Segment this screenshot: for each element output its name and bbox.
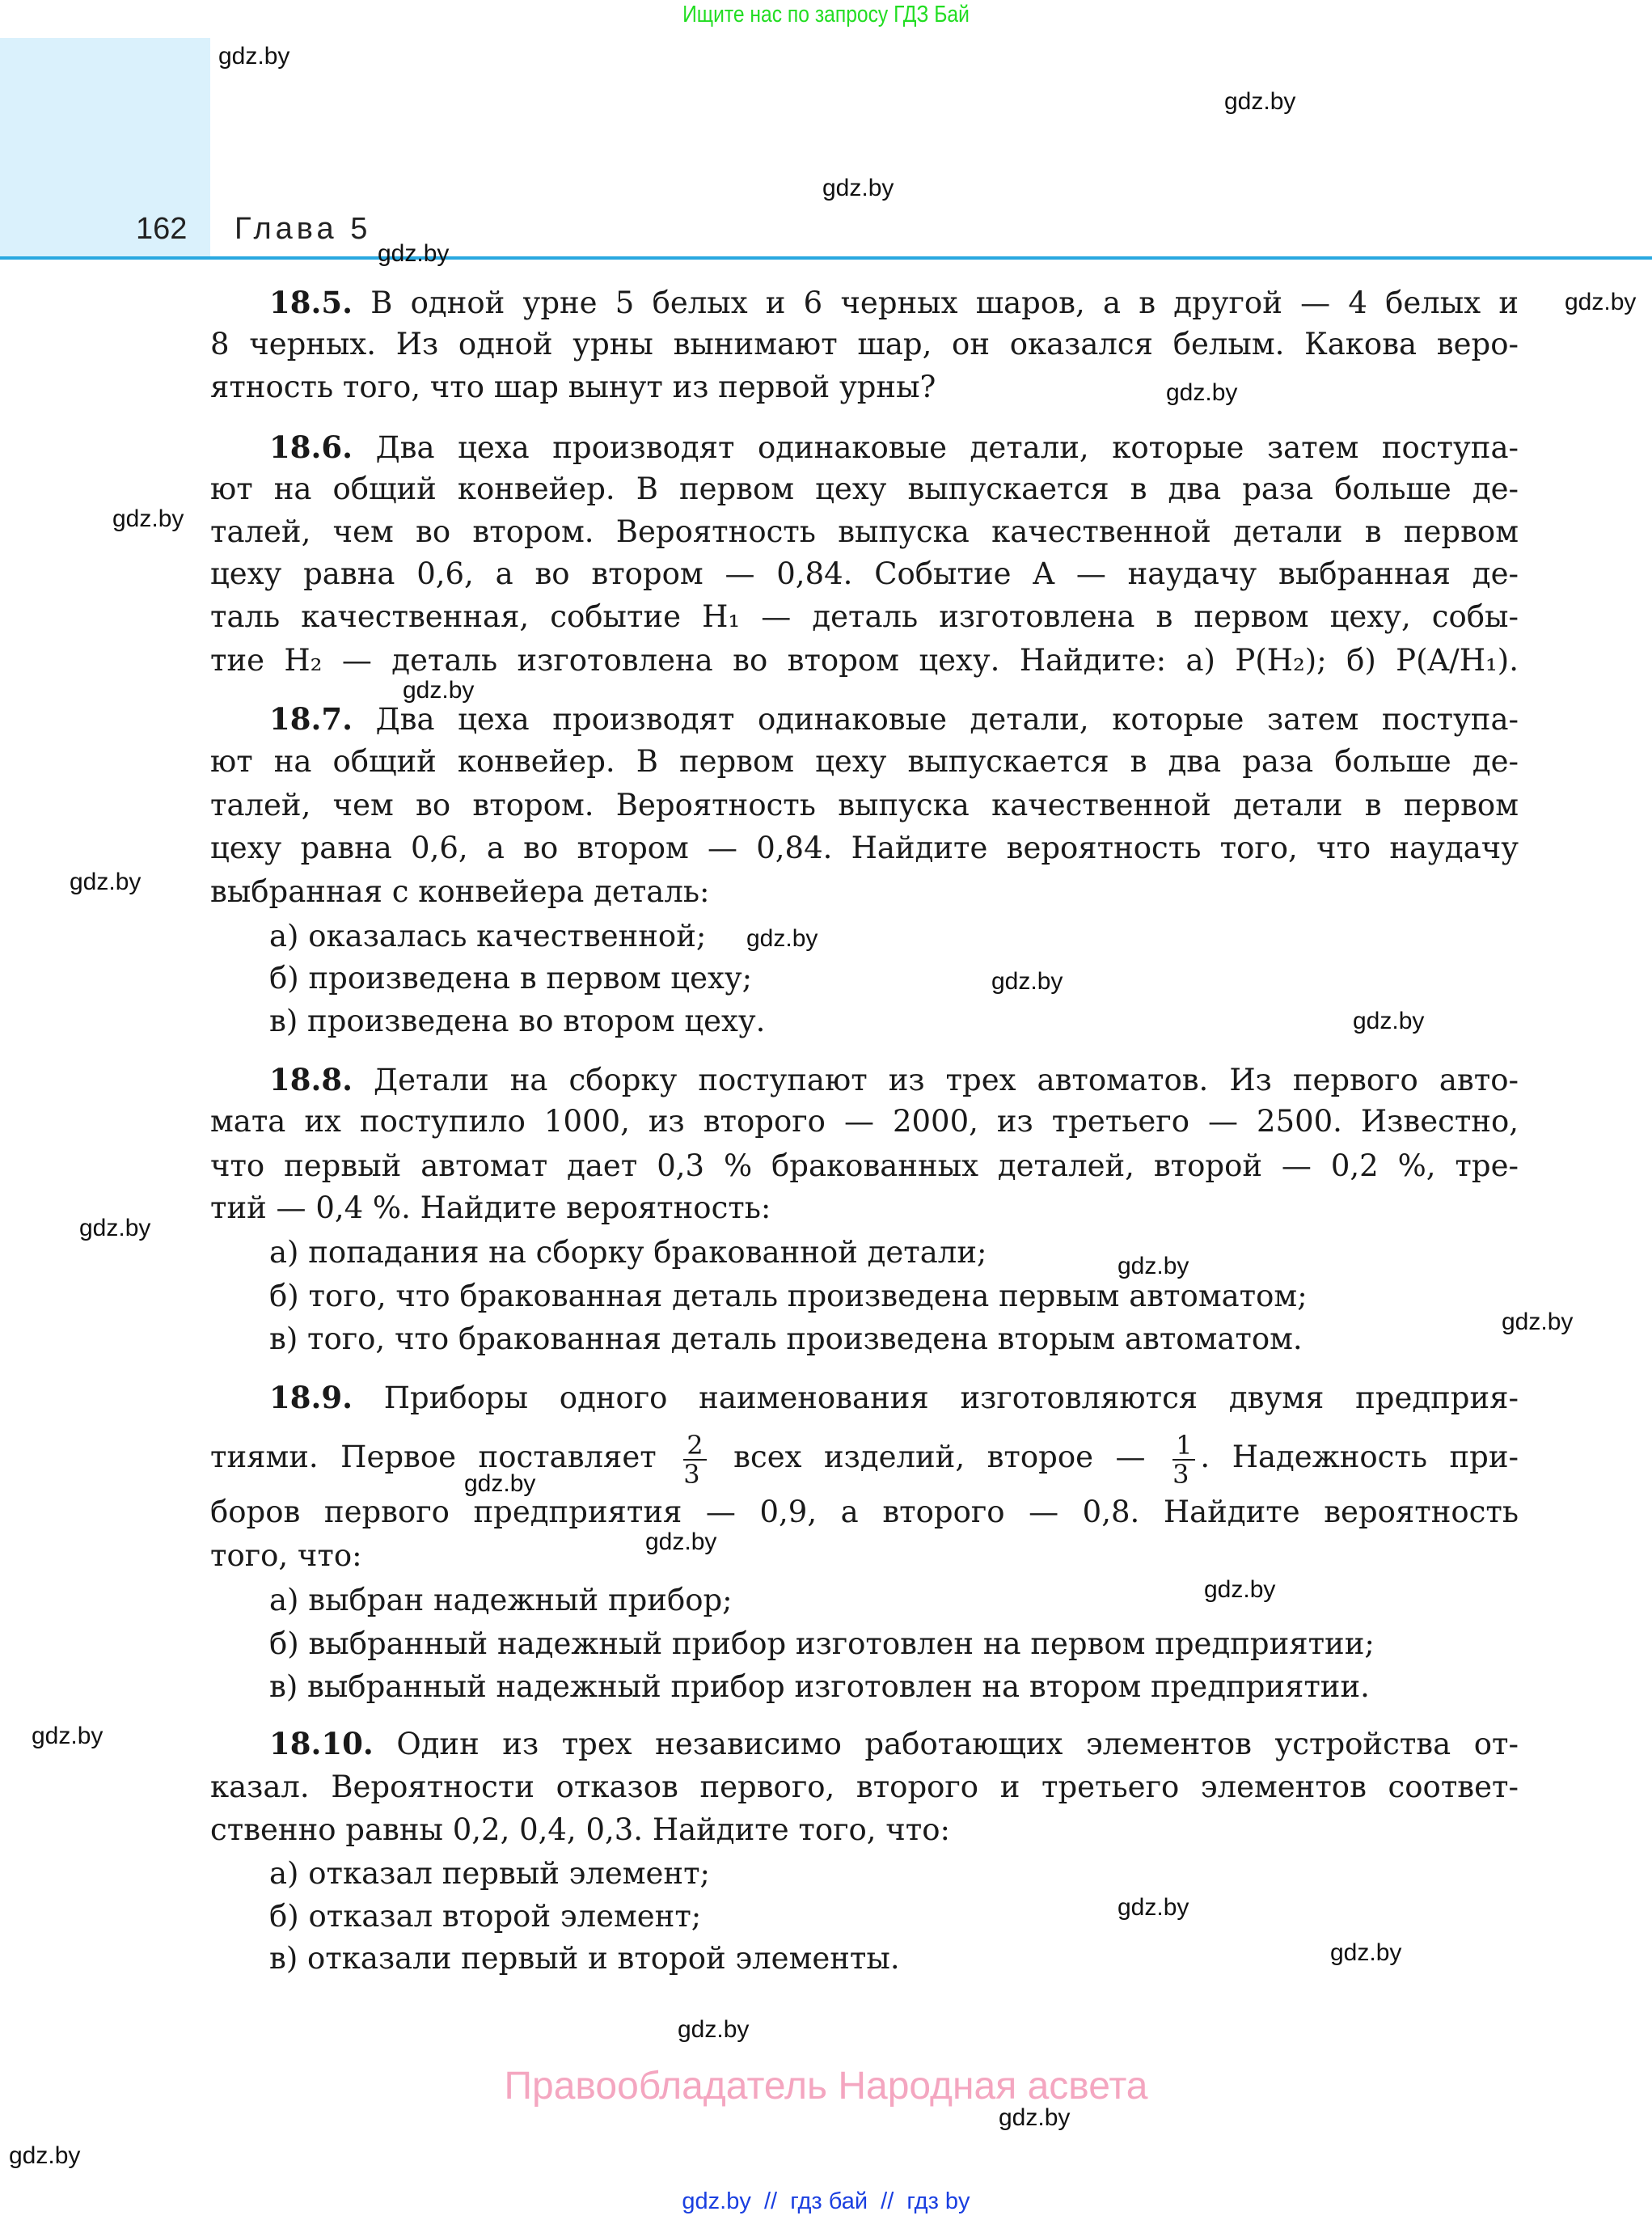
denominator: 3 [1172,1458,1189,1490]
list-item: а) отказал первый элемент; [269,1856,711,1891]
problem-number: 18.6. [269,429,353,465]
text-line: ют на общий конвейер. В первом цеху выпускается в два раза больше де- [210,744,1519,779]
watermark: gdz.by [991,968,1063,995]
text-line: таль качественная, событие H₁ — деталь изготовлена в первом цеху, собы- [210,599,1519,634]
text-line: цеху равна 0,6, а во втором — 0,84. Найдите вероятность того, что наудачу [210,831,1519,865]
list-item: а) оказалась качественной; [269,919,707,953]
list-item: б) выбранный надежный прибор изготовлен на первом предприятии; [269,1626,1375,1661]
text-line: казал. Вероятности отказов первого, второго и третьего элементов соответ- [210,1769,1519,1804]
problem-18-10 [269,1722,1519,1765]
problem-number: 18.10. [269,1726,374,1761]
watermark: gdz.by [464,1470,536,1497]
watermark: gdz.by [32,1723,104,1749]
watermark: gdz.by [1502,1309,1574,1335]
bottom-links[interactable]: gdz.by // гдз бай // гдз by [682,2188,970,2214]
text-line: талей, чем во втором. Вероятность выпуска качественной детали в первом [210,514,1519,549]
watermark: gdz.by [1330,1939,1402,1966]
watermark: gdz.by [378,240,450,267]
numerator: 2 [683,1431,706,1461]
watermark: gdz.by [1118,1253,1189,1279]
text-segment: тиями. Первое поставляет [210,1440,657,1474]
header-divider [0,256,1652,260]
text-line: что первый автомат дает 0,3 % бракованных деталей, второй — 0,2 %, тре- [210,1148,1519,1183]
watermark: gdz.by [403,677,475,704]
copyright-footer: Правообладатель Народная асвета [504,2065,1148,2108]
text-line: Детали на сборку поступают из трех автоматов. Из первого авто- [374,1063,1519,1097]
fraction-one-third [1172,1431,1195,1488]
watermark: gdz.by [112,505,184,532]
list-item: в) отказали первый и второй элементы. [269,1941,900,1976]
text-line: талей, чем во втором. Вероятность выпуска качественной детали в первом [210,788,1519,822]
list-item: в) произведена во втором цеху. [269,1004,766,1038]
watermark: gdz.by [1224,88,1296,115]
list-item: б) того, что бракованная деталь произведена первым автоматом; [269,1279,1308,1313]
page-number: 162 [136,212,188,246]
text-line: ятность того, что шар вынут из первой урны? [210,370,936,404]
fraction-two-thirds [683,1431,706,1488]
text-line: Приборы одного наименования изготовляются двумя предприя- [383,1380,1519,1415]
text-line: боров первого предприятия — 0,9, а второго — 0,8. Найдите вероятность [210,1495,1519,1529]
problem-18-6 [269,425,1519,469]
watermark: gdz.by [9,2142,81,2169]
watermark: gdz.by [822,175,894,201]
problem-18-8 [269,1058,1519,1101]
problem-number: 18.8. [269,1062,353,1097]
watermark: gdz.by [1204,1576,1276,1603]
watermark: gdz.by [678,2016,750,2043]
text-line: мата их поступило 1000, из второго — 2000, из третьего — 2500. Известно, [210,1104,1519,1139]
text-line: В одной урне 5 белых и 6 черных шаров, а в другой — 4 белых и [370,285,1519,320]
list-item: б) отказал второй элемент; [269,1899,702,1934]
text-segment: всех изделий, второе — [733,1440,1146,1474]
text-line: Два цеха производят одинаковые детали, которые затем поступа- [375,430,1519,465]
chapter-title: Глава 5 [234,212,372,246]
problem-number: 18.5. [269,285,353,320]
watermark: gdz.by [1565,289,1637,315]
text-line: тий — 0,4 %. Найдите вероятность: [210,1190,771,1225]
problem-number: 18.9. [269,1380,353,1415]
list-item: в) того, что бракованная деталь произведена вторым автоматом. [269,1321,1303,1356]
denominator: 3 [683,1458,700,1490]
watermark: gdz.by [1166,379,1238,406]
text-line: Два цеха производят одинаковые детали, которые затем поступа- [375,702,1519,737]
watermark: gdz.by [746,925,818,952]
problem-18-9 [269,1376,1519,1419]
text-line: цеху равна 0,6, а во втором — 0,84. Событие A — наудачу выбранная де- [210,556,1519,591]
text-line: выбранная с конвейера деталь: [210,874,710,909]
text-line: ственно равны 0,2, 0,4, 0,3. Найдите того, что: [210,1812,950,1847]
text-line: Один из трех независимо работающих элементов устройства от- [396,1727,1519,1761]
list-item: в) выбранный надежный прибор изготовлен на втором предприятии. [269,1669,1370,1704]
search-banner: Ищите нас по запросу ГДЗ Бай [682,2,970,27]
watermark: gdz.by [70,869,142,895]
problem-18-5 [269,281,1519,324]
watermark: gdz.by [79,1215,151,1241]
problem-number: 18.7. [269,701,353,737]
watermark: gdz.by [999,2104,1071,2131]
watermark: gdz.by [1118,1894,1189,1921]
text-line: того, что: [210,1538,362,1573]
list-item: б) произведена в первом цеху; [269,961,753,996]
list-item: а) выбран надежный прибор; [269,1583,733,1617]
text-line: ют на общий конвейер. В первом цеху выпускается в два раза больше де- [210,471,1519,506]
numerator: 1 [1172,1431,1195,1461]
fraction-line [210,1429,1519,1490]
text-line: 8 черных. Из одной урны вынимают шар, он оказался белым. Какова веро- [210,327,1519,362]
watermark: gdz.by [1353,1008,1425,1034]
list-item: а) попадания на сборку бракованной детали; [269,1235,987,1270]
text-segment: . Надежность при- [1200,1440,1519,1474]
watermark: gdz.by [645,1528,717,1555]
text-line: тие H₂ — деталь изготовлена во втором цеху. Найдите: а) P(H₂); б) P(A/H₁). [210,643,1519,678]
watermark: gdz.by [218,43,290,70]
